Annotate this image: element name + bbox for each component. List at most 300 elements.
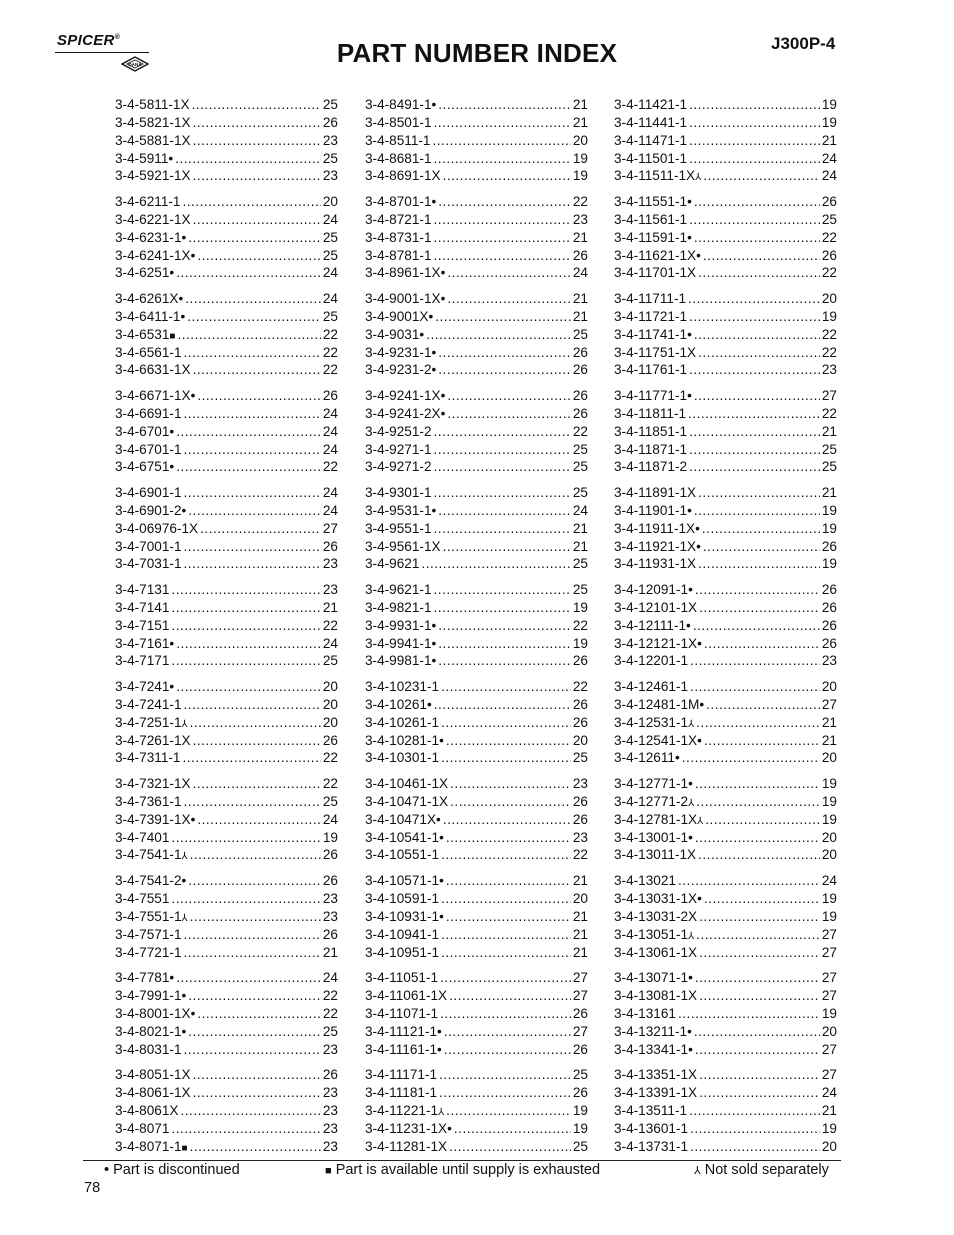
part-number: 3-4-9001-1X — [365, 291, 441, 307]
status-marker: ■ — [181, 1142, 188, 1154]
page-reference: 21 — [821, 423, 837, 439]
page-reference: 25 — [821, 441, 837, 457]
index-entry — [614, 484, 837, 502]
part-number: 3-4-9241-2X — [365, 405, 441, 421]
part-number: 3-4-12121-1X — [614, 635, 698, 651]
dot-leader — [443, 538, 571, 556]
index-group — [115, 969, 338, 1058]
index-entry — [115, 678, 338, 696]
page-reference: 20 — [821, 291, 837, 307]
index-entry — [365, 114, 588, 132]
part-number: 3-4-11811-1 — [614, 405, 687, 421]
dot-leader — [695, 829, 820, 847]
index-entry — [614, 229, 837, 247]
index-group — [115, 872, 338, 961]
dot-leader — [447, 387, 571, 405]
index-group — [614, 1066, 837, 1155]
index-entry — [115, 114, 338, 132]
page-reference: 20 — [821, 847, 837, 863]
dot-leader — [434, 229, 571, 247]
part-number: 3-4-10301-1 — [365, 750, 440, 766]
dot-leader — [689, 114, 820, 132]
page-reference: 21 — [821, 485, 837, 501]
part-number: 3-4-8691-1X — [365, 168, 441, 184]
part-number: 3-4-8061X — [115, 1102, 179, 1118]
index-group — [115, 290, 338, 379]
page-reference: 26 — [572, 388, 588, 404]
part-number: 3-4-12771-2 — [614, 793, 689, 809]
index-entry — [365, 387, 588, 405]
index-entry — [614, 581, 837, 599]
index-entry — [115, 987, 338, 1005]
dot-leader — [695, 969, 820, 987]
part-number: 3-4-6901-2 — [115, 502, 182, 518]
index-entry — [115, 872, 338, 890]
status-marker: • — [436, 811, 441, 827]
index-entry — [365, 811, 588, 829]
index-column-3 — [614, 96, 837, 1163]
dot-leader — [171, 652, 320, 670]
page-reference: 24 — [821, 150, 837, 166]
dot-leader — [180, 1102, 320, 1120]
dot-leader — [690, 1138, 820, 1156]
part-number: 3-4-11711-1 — [614, 291, 687, 307]
index-entry — [365, 193, 588, 211]
page-reference: 24 — [821, 1085, 837, 1100]
index-entry — [614, 132, 837, 150]
page-reference: 22 — [821, 405, 837, 421]
index-entry — [614, 944, 837, 962]
part-number: 3-4-8021-1 — [115, 1023, 182, 1039]
dot-leader — [447, 405, 571, 423]
dot-leader — [183, 193, 321, 211]
index-group — [115, 581, 338, 670]
dot-leader — [698, 555, 820, 573]
dot-leader — [682, 749, 820, 767]
index-entry — [115, 1023, 338, 1041]
page-reference: 27 — [821, 970, 837, 986]
part-number: 3-4-11761-1 — [614, 362, 688, 378]
index-entry — [614, 652, 837, 670]
page-reference: 25 — [572, 1067, 588, 1083]
page-reference: 19 — [821, 890, 837, 906]
index-entry — [115, 441, 338, 459]
part-number: 3-4-11721-1 — [614, 308, 688, 324]
status-marker: • — [181, 1023, 187, 1039]
part-number: 3-4-10591-1 — [365, 890, 440, 906]
part-number: 3-4-6531 — [115, 326, 170, 342]
index-entry — [115, 387, 338, 405]
page-reference: 21 — [821, 1102, 837, 1118]
index-group — [614, 581, 837, 670]
index-entry — [614, 361, 837, 379]
dot-leader — [704, 890, 820, 908]
index-entry — [365, 1066, 588, 1084]
index-entry — [614, 811, 837, 829]
index-entry — [365, 326, 588, 344]
page-reference: 25 — [572, 556, 588, 572]
index-entry — [365, 132, 588, 150]
index-entry — [365, 926, 588, 944]
part-number: 3-4-11501-1 — [614, 150, 688, 166]
brand-name: SPICER — [57, 32, 115, 49]
page-reference: 27 — [572, 970, 588, 986]
dot-leader — [434, 581, 571, 599]
dot-leader — [689, 458, 820, 476]
dot-leader — [184, 484, 321, 502]
status-marker: ⅄ — [688, 930, 695, 942]
part-number: 3-4-11871-2 — [614, 459, 688, 475]
dot-leader — [446, 829, 571, 847]
dot-leader — [438, 635, 571, 653]
dot-leader — [450, 775, 571, 793]
part-number: 3-4-11701-1X — [614, 265, 697, 281]
dot-leader — [176, 678, 321, 696]
page-reference: 22 — [322, 750, 338, 766]
part-number: 3-4-13341-1 — [614, 1041, 689, 1057]
page-reference: 19 — [821, 97, 837, 112]
status-marker: • — [428, 308, 434, 324]
page-reference: 20 — [821, 679, 837, 695]
page-reference: 22 — [821, 326, 837, 342]
page-reference: 22 — [322, 362, 338, 378]
status-marker: • — [169, 459, 175, 475]
page-reference: 21 — [572, 944, 588, 960]
dot-leader — [193, 732, 321, 750]
status-marker: • — [688, 829, 693, 845]
part-number: 3-4-7541-1 — [115, 847, 182, 863]
index-entry — [614, 678, 837, 696]
page-reference: 27 — [821, 1067, 837, 1083]
page-reference: 26 — [821, 635, 837, 651]
page-reference: 26 — [322, 1067, 338, 1083]
dot-leader — [193, 1084, 321, 1102]
index-entry — [614, 555, 837, 573]
page-reference: 26 — [322, 114, 338, 130]
page-reference: 26 — [322, 388, 338, 404]
dot-leader — [193, 211, 321, 229]
page-reference: 25 — [322, 247, 338, 263]
page-reference: 19 — [572, 150, 588, 166]
page-reference: 24 — [821, 873, 837, 889]
index-entry — [614, 872, 837, 890]
dot-leader — [434, 696, 571, 714]
status-marker: • — [169, 970, 175, 986]
part-number: 3-4-11561-1 — [614, 211, 688, 227]
index-entry — [365, 96, 588, 114]
part-number: 3-4-6411-1 — [115, 308, 181, 324]
index-group — [365, 290, 588, 379]
page-reference: 25 — [572, 750, 588, 766]
part-number: 3-4-8071-1 — [115, 1138, 182, 1154]
dot-leader — [689, 423, 820, 441]
page-reference: 21 — [821, 714, 837, 730]
status-marker: • — [190, 1005, 196, 1021]
dot-leader — [176, 458, 321, 476]
index-entry — [614, 211, 837, 229]
part-number: 3-4-12771-1 — [614, 776, 689, 792]
dot-leader — [441, 944, 571, 962]
dot-leader — [438, 652, 571, 670]
index-entry — [365, 502, 588, 520]
part-number: 3-4-9251-2 — [365, 423, 432, 439]
index-group — [365, 775, 588, 864]
part-number: 3-4-11511-1X — [614, 168, 696, 184]
dot-leader — [705, 811, 820, 829]
part-number: 3-4-13351-1X — [614, 1067, 698, 1083]
index-group — [614, 678, 837, 767]
page-reference: 26 — [572, 653, 588, 669]
part-number: 3-4-10281-1 — [365, 732, 440, 748]
part-number: 3-4-6231-1 — [115, 229, 182, 245]
dot-leader — [197, 1005, 321, 1023]
part-number: 3-4-6631-1X — [115, 362, 191, 378]
page-reference: 21 — [572, 520, 588, 536]
index-entry — [365, 247, 588, 265]
index-group — [614, 969, 837, 1058]
dot-leader — [184, 555, 321, 573]
status-marker: ⅄ — [181, 912, 188, 924]
part-number: 3-4-7131 — [115, 582, 170, 598]
part-number: 3-4-11901-1 — [614, 502, 688, 518]
index-entry — [115, 811, 338, 829]
dot-leader — [192, 96, 321, 114]
page-reference: 21 — [572, 538, 588, 554]
status-marker: • — [688, 970, 693, 986]
index-group — [115, 678, 338, 767]
index-group — [115, 484, 338, 573]
part-number: 3-4-13031-2X — [614, 908, 698, 924]
dot-leader — [441, 846, 571, 864]
page-reference: 19 — [572, 635, 588, 651]
status-marker: • — [431, 362, 437, 378]
page-reference: 20 — [572, 732, 588, 748]
part-number: 3-4-8781-1 — [365, 247, 432, 263]
part-number: 3-4-11421-1 — [614, 97, 688, 112]
page-reference: 27 — [821, 987, 837, 1003]
index-entry — [115, 132, 338, 150]
part-number: 3-4-7171 — [115, 653, 170, 669]
dot-leader — [438, 361, 571, 379]
status-marker: • — [181, 873, 187, 889]
index-entry — [614, 264, 837, 282]
bullet-marker: • — [104, 1162, 110, 1178]
dot-leader — [176, 264, 321, 282]
page-reference: 21 — [572, 873, 588, 889]
index-entry — [614, 1066, 837, 1084]
page-reference: 27 — [821, 1041, 837, 1057]
part-number: 3-4-11221-1 — [365, 1102, 439, 1118]
dot-leader — [184, 926, 321, 944]
page-reference: 27 — [322, 520, 338, 536]
index-entry — [614, 1084, 837, 1102]
page-reference: 26 — [322, 926, 338, 942]
page-reference: 26 — [821, 617, 837, 633]
index-entry — [614, 247, 837, 265]
part-number: 3-4-11911-1X — [614, 520, 696, 536]
part-number: 3-4-10571-1 — [365, 873, 440, 889]
part-number: 3-4-06976-1X — [115, 520, 199, 536]
page-reference: 23 — [821, 362, 837, 378]
index-entry — [614, 114, 837, 132]
dot-leader — [446, 872, 571, 890]
part-number: 3-4-13391-1X — [614, 1085, 698, 1100]
index-entry — [115, 405, 338, 423]
page-reference: 25 — [322, 793, 338, 809]
dot-leader — [696, 926, 820, 944]
index-entry — [614, 1023, 837, 1041]
index-entry — [115, 167, 338, 185]
dot-leader — [689, 211, 820, 229]
status-marker: • — [688, 776, 693, 792]
index-entry — [614, 1102, 837, 1120]
dot-leader — [421, 555, 570, 573]
dot-leader — [703, 167, 820, 185]
part-number: 3-4-13731-1 — [614, 1138, 689, 1154]
status-marker: • — [697, 890, 702, 906]
dot-leader — [434, 150, 571, 168]
part-number: 3-4-7781 — [115, 970, 170, 986]
index-entry — [115, 211, 338, 229]
part-number: 3-4-5811-1X — [115, 97, 190, 112]
dot-leader — [699, 599, 820, 617]
page-reference: 19 — [572, 168, 588, 184]
dot-leader — [690, 678, 820, 696]
part-number: 3-4-5821-1X — [115, 114, 191, 130]
part-number: 3-4-6671-1X — [115, 388, 191, 404]
index-entry — [365, 1041, 588, 1059]
dot-leader — [689, 132, 820, 150]
part-number: 3-4-9561-1X — [365, 538, 441, 554]
index-entry — [115, 1041, 338, 1059]
index-entry — [115, 502, 338, 520]
part-number: 3-4-7541-2 — [115, 873, 182, 889]
dot-leader — [444, 1023, 571, 1041]
index-group — [365, 1066, 588, 1155]
caret-marker: ⅄ — [694, 1165, 701, 1177]
page-reference: 20 — [322, 194, 338, 210]
dot-leader — [188, 987, 321, 1005]
dot-leader — [171, 617, 320, 635]
part-number: 3-4-9621 — [365, 556, 420, 572]
index-entry — [614, 714, 837, 732]
dot-leader — [438, 344, 571, 362]
page-reference: 19 — [821, 776, 837, 792]
page-reference: 21 — [322, 944, 338, 960]
dot-leader — [441, 714, 571, 732]
index-group — [614, 387, 837, 476]
dot-leader — [703, 538, 820, 556]
part-number: 3-4-9941-1 — [365, 635, 432, 651]
index-entry — [365, 969, 588, 987]
page-reference: 22 — [572, 194, 588, 210]
index-entry — [115, 538, 338, 556]
status-marker: • — [169, 423, 175, 439]
part-number: 3-4-7361-1 — [115, 793, 182, 809]
page-reference: 26 — [572, 1085, 588, 1100]
legend-label: Part is available until supply is exhausted — [335, 1162, 601, 1178]
page-reference: 20 — [821, 1138, 837, 1154]
part-number: 3-4-9301-1 — [365, 485, 432, 501]
index-entry — [614, 775, 837, 793]
status-marker: • — [431, 344, 437, 360]
dot-leader — [184, 538, 321, 556]
dot-leader — [440, 969, 571, 987]
part-number: 3-4-10941-1 — [365, 926, 440, 942]
index-entry — [614, 846, 837, 864]
dot-leader — [689, 441, 820, 459]
dot-leader — [689, 361, 820, 379]
page-title: PART NUMBER INDEX — [336, 38, 618, 68]
index-entry — [365, 678, 588, 696]
index-entry — [614, 290, 837, 308]
status-marker: • — [687, 502, 692, 518]
page-reference: 26 — [821, 599, 837, 615]
page-reference: 21 — [572, 229, 588, 245]
dot-leader — [197, 247, 321, 265]
page-reference: 24 — [322, 441, 338, 457]
index-entry — [115, 714, 338, 732]
index-entry — [365, 890, 588, 908]
part-number: 3-4-8721-1 — [365, 211, 432, 227]
page-reference: 22 — [322, 617, 338, 633]
status-marker: • — [431, 194, 437, 210]
dot-leader — [175, 150, 321, 168]
page-reference: 21 — [821, 132, 837, 148]
index-entry — [365, 617, 588, 635]
dot-leader — [447, 290, 571, 308]
index-column-1 — [115, 96, 338, 1163]
status-marker: • — [439, 829, 444, 845]
dot-leader — [443, 811, 571, 829]
dot-leader — [176, 969, 321, 987]
index-group — [614, 872, 837, 961]
index-group — [365, 872, 588, 961]
page-reference: 27 — [572, 987, 588, 1003]
page-reference: 26 — [322, 873, 338, 889]
part-number: 3-4-8031-1 — [115, 1041, 182, 1057]
index-entry — [614, 326, 837, 344]
part-number: 3-4-9551-1 — [365, 520, 432, 536]
page-reference: 22 — [821, 344, 837, 360]
page-reference: 21 — [821, 732, 837, 748]
dot-leader — [699, 987, 820, 1005]
dot-leader — [190, 1138, 321, 1156]
dot-leader — [184, 793, 321, 811]
dot-leader — [449, 1138, 571, 1156]
part-number: 3-4-13061-1X — [614, 944, 698, 960]
page-reference: 23 — [322, 908, 338, 924]
page-reference: 25 — [572, 1138, 588, 1154]
index-entry — [365, 581, 588, 599]
part-number: 3-4-7001-1 — [115, 538, 182, 554]
page-reference: 26 — [572, 344, 588, 360]
dot-leader — [702, 520, 820, 538]
page-reference: 19 — [821, 908, 837, 924]
part-number: 3-4-6751 — [115, 459, 170, 475]
index-entry — [115, 423, 338, 441]
index-entry — [614, 749, 837, 767]
dot-leader — [694, 1023, 820, 1041]
part-number: 3-4-10461-1X — [365, 776, 449, 792]
index-entry — [614, 441, 837, 459]
page-reference: 24 — [322, 635, 338, 651]
index-entry — [115, 308, 338, 326]
page-reference: 20 — [821, 829, 837, 845]
dot-leader — [693, 617, 820, 635]
part-number: 3-4-11931-1X — [614, 556, 697, 572]
index-entry — [115, 926, 338, 944]
